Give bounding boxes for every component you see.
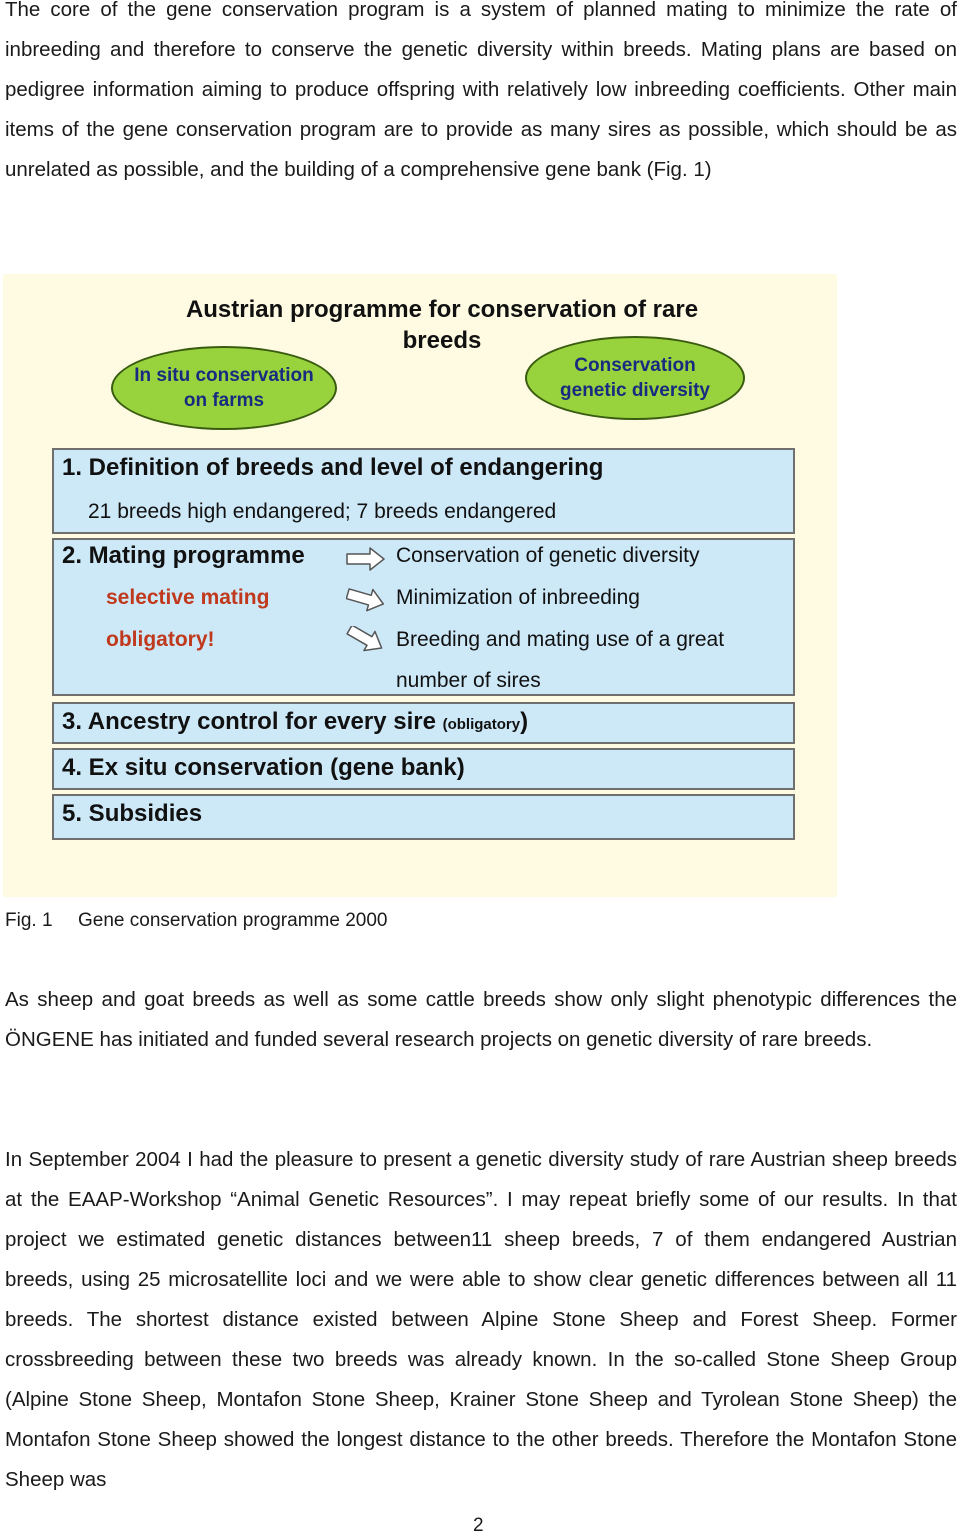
item-3-obligatory: (obligatory [442, 716, 521, 733]
arrow-down-right-icon [346, 626, 386, 652]
item-4-box [52, 748, 795, 790]
conservation-ellipse: Conservation genetic diversity [525, 336, 745, 420]
item-1-box [52, 448, 795, 534]
figure-caption [5, 910, 387, 932]
outcome-inbreeding: Minimization of inbreeding [396, 586, 640, 609]
arrow-right-icon [346, 546, 386, 572]
outcome-sires-line1: Breeding and mating use of a great [396, 628, 725, 651]
figure-1 [3, 274, 837, 897]
item-3-close: ) [520, 708, 529, 735]
paragraph-research-projects: As sheep and goat breeds as well as some cattle breeds show only slight phenotypic differences the ÖNGENE has initiated and funded several research projects on genetic diversity of rare breeds. [5, 988, 957, 1051]
obligatory-note: obligatory! [106, 628, 215, 651]
paragraph-intro: The core of the gene conservation program is a system of planned mating to minimize the rate of inbreeding and therefore to conserve the genetic diversity within breeds. Mating plans are based on pedigree information aiming to produce offspring with relatively low inbreeding coefficients. Other main items of the gene conservation program are to provide as many sires as possible, which should be as unrelated as possible, and the building of a comprehensive gene bank (Fig. 1) [5, 0, 957, 181]
item-3-text: 3. Ancestry control for every sire [62, 708, 443, 735]
outcome-genetic-diversity: Conservation of genetic diversity [396, 544, 700, 567]
in-situ-ellipse: In situ conservation on farms [111, 346, 337, 430]
item-1-detail: 21 breeds high endangered; 7 breeds endangered [88, 500, 557, 523]
item-5-box [52, 794, 795, 840]
selective-mating-note: selective mating [106, 586, 270, 609]
item-1-heading: 1. Definition of breeds and level of endangering [62, 454, 604, 481]
item-5-heading: 5. Subsidies [62, 800, 203, 827]
page-number: 2 [473, 1515, 484, 1536]
figure-title: Austrian programme for conservation of rare breeds [185, 296, 699, 354]
caption-label: Fig. 1 [5, 910, 53, 931]
caption-text: Gene conservation programme 2000 [78, 910, 388, 931]
item-2-box [52, 538, 795, 696]
arrow-right-down-icon [346, 586, 386, 612]
item-2-heading: 2. Mating programme [62, 542, 305, 569]
paragraph-sheep-study: In September 2004 I had the pleasure to present a genetic diversity study of rare Austrian sheep breeds at the EAAP-Workshop “Animal Genetic Resources”. I may repeat briefly some of our results. In that project we estimated genetic distances between11 sheep breeds, 7 of them endangered Austrian breeds, using 25 microsatellite loci and we were able to show clear genetic differences between all 11 breeds. The shortest distance existed between Alpine Stone Sheep and Forest Sheep. Former crossbreeding between these two breeds was already known. In the so-called Stone Sheep Group (Alpine Stone Sheep, Montafon Stone Sheep, Krainer Stone Sheep and Tyrolean Stone Sheep) the Montafon Stone Sheep showed the longest distance to the other breeds. Therefore the Montafon Stone Sheep was [5, 1148, 957, 1491]
item-3-heading [62, 708, 528, 736]
outcome-sires-line2: number of sires [396, 669, 541, 692]
item-3-box [52, 702, 795, 744]
item-4-heading: 4. Ex situ conservation (gene bank) [62, 754, 465, 781]
